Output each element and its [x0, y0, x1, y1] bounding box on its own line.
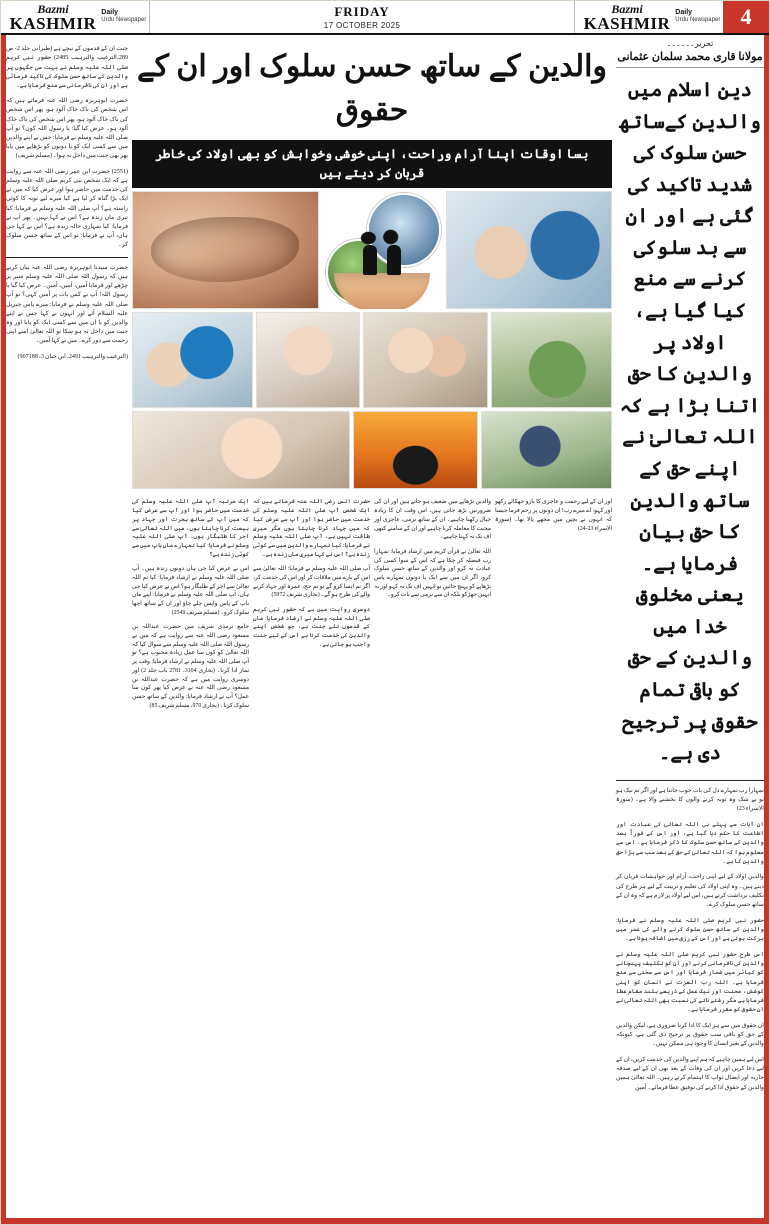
- masthead-date: 17 OCTOBER 2025: [323, 21, 401, 30]
- page-number: 4: [740, 4, 752, 29]
- logo-right-daily: Daily: [675, 9, 693, 17]
- middle-text-col-1: [132, 493, 249, 717]
- mid-paragraph-1: ایک مرتبہ آپ صلی اللہ علیہ وسلم کی خدمت میں حاضر ہوا اور آپ سے عرض کیا کہ میں آپ کے ساتھ ہجرت اور جہاد پر بیعت کرنا چاہتا ہوں، میں اللہ تعالیٰ سے اجر کا طلبگار ہوں۔ آپ صلی اللہ علیہ وسلم نے فرمایا: کیا تمہارے ماں باپ میں سے کوئی زندہ ہے؟: [132, 499, 249, 558]
- logo-right-sub: Urdu Newspaper: [675, 17, 721, 24]
- logo-right-bazmi: Bazmi: [611, 1, 643, 16]
- right-paragraph-6: ان حقوق میں سے ہر ایک کا ادا کرنا ضروری ہے، لیکن والدین کے حق کو باقی سب حقوق پر ترجیح دی گئی ہے، کیونکہ والدین کے بغیر انسان کا وجود ہی ممکن نہیں۔: [616, 1022, 764, 1048]
- page-content: [1, 35, 769, 1224]
- mid-paragraph-6: دوسری روایت میں ہے کہ حضور نبی کریم صلی اللہ علیہ وسلم نے ارشاد فرمایا: ماں کے قدموں تلے جنت ہے، جو شخص اپنے والدین کی خدمت کرتا ہے اس کے لیے جنت واجب ہو جاتی ہے۔: [253, 606, 370, 648]
- photo-walking-outdoors: [491, 312, 612, 408]
- logo-left-kashmir: KASHMIR: [9, 13, 97, 33]
- column-middle: [132, 39, 612, 1219]
- byline-author: مولانا قاری محمد سلمان عثمانی: [617, 51, 763, 63]
- footer-accent-bar: [1, 1218, 769, 1224]
- photo-row-1: [132, 191, 612, 309]
- photo-family-together: [363, 312, 488, 408]
- mid-paragraph-8: اللہ تعالیٰ نے قرآن کریم میں ارشاد فرمایا: تمہارا رب فیصلہ کر چکا ہے کہ اس کے سوا کسی کی عبادت نہ کرو اور والدین کے ساتھ حسن سلوک کرو، اگر ان میں سے ایک یا دونوں تمہارے پاس بڑھاپے کو پہنچ جائیں تو انہیں اف تک نہ کہو اور نہ انہیں جھڑکو بلکہ ان سے نرمی سے بات کرو۔: [374, 548, 491, 599]
- photo-row-2: [132, 312, 612, 408]
- photo-nurse-with-elderly-man: [446, 191, 612, 309]
- mid-paragraph-5: آپ صلی اللہ علیہ وسلم نے فرمایا: اللہ تعالیٰ سے اس کے بارے میں ملاقات کر اور اس کی خدمت کر، اگر تم ایسا کرو گے تو تم حج، عمرہ اور جہاد کرنے والے کی طرح ہو گے۔ (بخاری شریف 5972): [253, 566, 370, 599]
- right-divider: [616, 780, 764, 781]
- left-paragraph-3: (2551) حضرت ابن عمر رضی اللہ عنہ سے روایت ہے کہ ایک شخص نبی کریم صلی اللہ علیہ وسلم کی خدمت میں حاضر ہوا اور عرض کیا کہ میں نے ایک بڑا گناہ کر لیا ہے کیا میرے لیے توبہ کا کوئی راستہ ہے؟ آپ صلی اللہ علیہ وسلم نے فرمایا: کیا تیری ماں زندہ ہے؟ اس نے کہا نہیں۔ پھر آپ نے فرمایا: کیا تمہاری خالہ زندہ ہے؟ اس نے کہا جی ہاں، آپ نے فرمایا: تو اس کے ساتھ حسن سلوک کر۔: [6, 168, 128, 249]
- page-number-badge: [723, 1, 769, 33]
- middle-body-text: [132, 493, 612, 717]
- middle-text-col-2: [253, 493, 370, 717]
- mid-paragraph-9: اور ان کے لیے رحمت و عاجزی کا بازو جھکائے رکھو اور کہو: اے میرے رب! ان دونوں پر رحم فرما جیسا کہ انہوں نے بچپن میں مجھے پالا تھا۔ (سورۃ الاسراء 23-24): [495, 499, 612, 532]
- photo-collage: [132, 191, 612, 489]
- mid-paragraph-3: جامع ترمذی شریف میں حضرت عبداللہ بن مسعود رضی اللہ عنہ سے روایت ہے کہ میں نے رسول اللہ صلی اللہ علیہ وسلم سے سوال کیا کہ اللہ تعالیٰ کو کون سا عمل زیادہ محبوب ہے؟ تو آپ صلی اللہ علیہ وسلم نے ارشاد فرمایا: وقت پر نماز ادا کرنا۔ (بخاری 3104، 2781 باب جلد 2) اور دوسری روایت میں ہے کہ حضرت عبداللہ بن مسعود رضی اللہ عنہ نے عرض کیا پھر کون سا عمل؟ آپ نے ارشاد فرمایا: والدین کے ساتھ حسن سلوک کرنا۔ (بخاری 970، مسلم شریف 85): [132, 624, 249, 709]
- right-paragraph-3: والدین اولاد کے لیے اپنی راحت، آرام اور خواہشات قربان کر دیتے ہیں۔ وہ اپنی اولاد کی تعلیم و تربیت کے لیے ہر طرح کی تکلیف برداشت کرتے ہیں، اس لیے اولاد پر لازم ہے کہ وہ ان کے ساتھ حسن سلوک کرے۔: [616, 874, 764, 909]
- logo-right-kashmir: KASHMIR: [583, 13, 671, 33]
- photo-mother-and-child: [256, 312, 361, 408]
- byline-label: تحریر۔۔۔۔۔۔: [666, 39, 714, 48]
- left-accent-strip: [1, 1, 6, 1224]
- middle-text-col-3: [374, 493, 491, 717]
- middle-text-col-4: [495, 493, 612, 717]
- logo-left-sub: Urdu Newspaper: [101, 17, 147, 24]
- photo-elderly-couple-silhouette: [322, 191, 443, 309]
- mid-paragraph-4: حضرت انس رضی اللہ عنہ فرماتے ہیں کہ ایک شخص آپ صلی اللہ علیہ وسلم کی خدمت میں حاضر ہوا اور آپ سے عرض کیا کہ میں جہاد کرنا چاہتا ہوں مگر میری طاقت نہیں ہے۔ آپ صلی اللہ علیہ وسلم نے فرمایا: کیا تمہارے والدین میں سے کوئی زندہ ہے؟ اس نے کہا میری ماں زندہ ہے۔: [253, 499, 370, 558]
- left-paragraph-5: (الترغیب والترہیب 2491، ابن حبان 3، 907188): [17, 353, 128, 360]
- photo-holding-hands: [132, 191, 319, 309]
- mid-paragraph-7: والدین بڑھاپے میں ضعیف ہو جاتے ہیں اور ان کی ضرورتیں بڑھ جاتی ہیں، اس وقت ان کا زیادہ خیال رکھنا چاہیے۔ ان کے ساتھ نرمی، عاجزی اور محبت کا معاملہ کرنا چاہیے اور ان کے سامنے کبھی اف تک نہ کہنا چاہیے۔: [374, 499, 491, 541]
- column-right: [616, 39, 764, 1219]
- byline: [616, 39, 764, 68]
- right-paragraph-1: تمہارا رب تمہارے دل کی بات خوب جانتا ہے اور اگر تم نیک ہو تو بے شک وہ توبہ کرنے والوں کا بخشنے والا ہے۔ (سورۃ الاسراء 23): [616, 787, 764, 813]
- masthead-date-block: [149, 1, 575, 33]
- photo-child-laughing: [132, 411, 350, 489]
- photo-family-silhouette-sunset: [353, 411, 478, 489]
- right-paragraph-2: ان آیات سے پہلے ہی اللہ تعالیٰ کی عبادت اور اطاعت کا حکم دیا گیا ہے، اور اس کے فوراً بعد والدین کے ساتھ حسن سلوک کا ذکر فرمایا ہے۔ اس سے معلوم ہوا کہ اللہ تعالیٰ کے حق کے بعد سب سے بڑا حق والدین کا ہے۔: [616, 821, 764, 865]
- left-paragraph-1: جنت ان کے قدموں کے نیچے ہے (طبرانی جلد 2- ص 289،الترغیب والترہیب 2485) حضور نبی کریم صلی اللہ علیہ وسلم نے بہت سی جگہوں پر والدین کے ساتھ حسن سلوک کی تاکید فرمائی ہے اور ان کی نافرمانی سے منع فرمایا ہے۔: [6, 46, 128, 89]
- right-paragraph-7: اس لیے ہمیں چاہیے کہ ہم اپنے والدین کی خدمت کریں، ان کے لیے دعا کریں اور ان کی وفات کے بعد بھی ان کے لیے صدقہ جاریہ اور ایصال ثواب کا اہتمام کرتے رہیں۔ اللہ تعالیٰ ہمیں والدین کے حقوق ادا کرنے کی توفیق عطا فرمائے۔ آمین: [616, 1056, 764, 1091]
- masthead-day: FRIDAY: [334, 4, 390, 19]
- left-divider: [6, 257, 128, 258]
- logo-left-bazmi: Bazmi: [37, 1, 69, 16]
- logo-left: [1, 1, 149, 33]
- photo-row-3: [132, 411, 612, 489]
- article-subhead: بسا اوقات اپنا آرام وراحت، اپنی خوشی وخواہش کو بھی اولاد کی خاطر قربان کر دیتے ہیں: [132, 140, 612, 188]
- headline-wrap: [132, 39, 612, 140]
- right-accent-strip: [764, 1, 769, 1224]
- photo-caregiver-elderly: [132, 312, 253, 408]
- photo-parent-and-child-park: [481, 411, 612, 489]
- left-paragraph-4: حضرت سیدنا ابوہریرہ رضی اللہ عنہ بیان کرتے ہیں کہ رسول اللہ صلی اللہ علیہ وسلم منبر پر چڑھے اور فرمایا آمین، آمین، آمین۔ عرض کیا گیا یا رسول اللہ! آپ نے کس بات پر آمین کہی؟ تو آپ صلی اللہ علیہ وسلم نے فرمایا: میرے پاس جبریل علیہ السلام آئے اور انہوں نے کہا جس نے اپنے والدین کو یا ان میں سے کسی ایک کو پایا اور وہ جنت میں داخل نہ ہو سکا تو اللہ تعالیٰ اسے اپنی رحمت سے دور کرے۔ میں نے کہا آمین۔: [6, 264, 128, 345]
- logo-left-daily: Daily: [101, 9, 119, 17]
- column-left: [6, 39, 128, 1219]
- article-headline: والدین کے ساتھ حسن سلوک اور ان کے حقوق: [137, 50, 607, 127]
- logo-right: [575, 1, 723, 33]
- elderly-couple-icon: [351, 225, 413, 275]
- article-lead: دین اسلام میں والدین کےساتھ حسن سلوک کی شدید تاکید کی گئی ہے اور ان سے بد سلوکی کرنے سے منع کیا گیا ہے، اولاد پر والدین کا حق اتنا بڑا ہے کہ اللہ تعالیٰ نے اپنے حق کے ساتھ والدین کا حق بیان فرمایا ہے۔ یعنی مخلوق خدا میں والدین کے حق کو باقی تمام حقوق پر ترجیح دی ہے۔: [619, 80, 761, 765]
- mid-paragraph-2: اس نے عرض کیا جی ہاں دونوں زندہ ہیں۔ آپ صلی اللہ علیہ وسلم نے ارشاد فرمایا: کیا تم اللہ تعالیٰ سے اجر کے طلبگار ہو؟ اس نے عرض کیا جی ہاں، آپ صلی اللہ علیہ وسلم نے فرمایا: اپنے ماں باپ کے پاس واپس چلے جاؤ اور ان کے ساتھ اچھا سلوک کرو۔ (مسلم شریف 2549): [132, 566, 249, 616]
- right-paragraph-4: حضور نبی کریم صلی اللہ علیہ وسلم نے فرمایا: والدین کے ساتھ حسن سلوک کرنے والے کی عمر میں برکت ہوتی ہے اور اس کے رزق میں اضافہ ہوتا ہے۔: [616, 917, 764, 943]
- left-paragraph-2: حضرت ابوہریرہ رضی اللہ عنہ فرماتے ہیں کہ اس شخص کی ناک خاک آلود ہو، پھر اس شخص کی ناک خاک آلود ہو، پھر اس شخص کی ناک خاک آلود ہو۔ عرض کیا گیا: یا رسول اللہ کون؟ تو آپ صلی اللہ علیہ وسلم نے فرمایا: جس نے اپنے والدین میں سے کسی ایک کو یا دونوں کو بڑھاپے میں پایا پھر بھی جنت میں داخل نہ ہوا۔ (مسلم شریف): [6, 98, 128, 160]
- right-paragraph-5: اس طرح حضور نبی کریم صلی اللہ علیہ وسلم نے والدین کی نافرمانی کرنے اور ان کو تکلیف پہنچانے کو کبائر میں شمار فرمایا اور اس سے سختی سے منع فرمایا ہے۔ اللہ رب العزت نے انسان کو اپنی کوشش، محنت اور نیک عمل کے ذریعے بلند مقام عطا فرمایا ہے مگر رشتے ناتے کی نسبت بھی اللہ تعالیٰ نے ان حقوق کو مقرر فرمایا ہے۔: [616, 951, 764, 1014]
- masthead: [1, 1, 769, 35]
